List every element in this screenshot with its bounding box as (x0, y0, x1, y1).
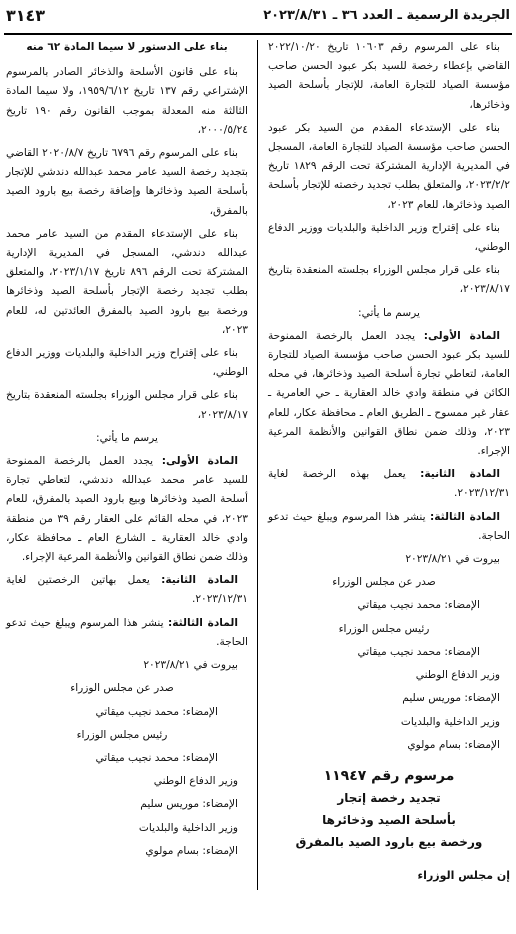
left-column (6, 38, 248, 865)
recital: بناء على الإستدعاء المقدم من السيد بكر عبود الحسن صاحب مؤسسة الصياد للتجارة العامة، المسجل في المديرية الإدارية المشتركة تحت الرقم ١٨٢٩ تاريخ ٢٠٢٣/٢/٢، والمتعلق بطلب تجديد رخصته للإتجار بأسلحة الصيد وذخائرها، للعام ٢٠٢٣، (268, 121, 510, 211)
date-line: بيروت في ٢٠٢٣/٨/٢١ (405, 553, 500, 566)
right-column (268, 38, 510, 887)
recital: بناء على قانون الأسلحة والذخائر الصادر بالمرسوم الإشتراعي رقم ١٣٧ تاريخ ١٩٥٩/٦/١٢، ولا سيما المادة الثالثة منه المعدلة بموجب القانون رقم ١٩٠ تاريخ ٢٠٠٠/٥/٢٤، (6, 66, 248, 136)
signature-line: الإمضاء: بسام مولوي (145, 844, 238, 857)
signature-line: صدر عن مجلس الوزراء (70, 682, 174, 695)
article-label: المادة الأولى: (161, 455, 238, 468)
date-line: بيروت في ٢٠٢٣/٨/٢١ (143, 659, 238, 672)
article (6, 614, 248, 652)
article-text: يعمل بهاتين الرخصتين لغاية ٢٠٢٣/١٢/٣١. (6, 574, 248, 606)
recital: بناء على المرسوم رقم ٦٧٩٦ تاريخ ٢٠٢٠/٨/٧ القاضي بتجديد رخصة السيد عامر محمد عبدالله دندشي للإتجار بأسلحة الصيد وذخائرها وإضافة رخصة بيع بارود الصيد بالمفرق، (6, 147, 248, 217)
article (6, 452, 248, 567)
signature-line: رئيس مجلس الوزراء (76, 728, 168, 741)
decree-title-line: ورخصة بيع بارود الصيد بالمفرق (295, 834, 483, 849)
recital: بناء على المرسوم رقم ١٠٦٠٣ تاريخ ٢٠٢٢/١٠/٢٠ القاضي بإعطاء رخصة للسيد بكر عبود الحسن صاحب مؤسسة الصياد للتجارة العامة، للإتجار بأسلحة الصيد وذخائرها، (268, 41, 510, 111)
article-label: المادة الأولى: (423, 329, 500, 342)
article-text: يعمل بهذه الرخصة لغاية ٢٠٢٣/١٢/٣١. (268, 468, 510, 500)
article-text: ينشر هذا المرسوم ويبلغ حيث تدعو الحاجة. (268, 510, 510, 542)
article-label: المادة الثانية: (420, 468, 500, 481)
decree-number: مرسوم رقم ١١٩٤٧ (323, 767, 455, 784)
signature-line: الإمضاء: محمد نجيب ميقاتي (357, 599, 480, 612)
gazette-title: الجريدة الرسمية ـ العدد ٣٦ ـ ٢٠٢٣/٨/٣١ (263, 8, 510, 23)
article-label: المادة الثالثة: (430, 510, 500, 523)
decree-title-line: بأسلحة الصيد وذخائرها (322, 812, 456, 827)
header-rule (4, 33, 512, 35)
article-label: المادة الثانية: (161, 574, 238, 587)
article-text: ينشر هذا المرسوم ويبلغ حيث تدعو الحاجة. (6, 616, 248, 648)
article-label: المادة الثالثة: (168, 616, 238, 629)
recital: بناء على إقتراح وزير الداخلية والبلديات ووزير الدفاع الوطني، (6, 347, 248, 379)
recital: بناء على الإستدعاء المقدم من السيد عامر محمد عبدالله دندشي، المسجل في المديرية الإدارية المشتركة تحت الرقم ٨٩٦ تاريخ ٢٠٢٣/١/١٧، والمتعلق بطلب تجديد رخصة الإتجار بأسلحة الصيد وذخائرها ورخصة بيع بارود الصيد بالمفرق العائدتين له، للعام ٢٠٢٣، (6, 227, 248, 336)
signature-line: وزير الداخلية والبلديات (400, 715, 500, 728)
article (268, 465, 510, 503)
signature-line: وزير الدفاع الوطني (415, 669, 500, 682)
decree-from: إن مجلس الوزراء (417, 868, 510, 882)
signature-line: الإمضاء: محمد نجيب ميقاتي (95, 751, 218, 764)
page-header (0, 0, 516, 34)
article (268, 327, 510, 461)
column-divider (257, 40, 258, 890)
signature-line: الإمضاء: موريس سليم (140, 798, 238, 811)
recital: بناء على إقتراح وزير الداخلية والبلديات ووزير الدفاع الوطني، (268, 221, 510, 254)
next-decree-heading (268, 765, 510, 887)
signature-line: الإمضاء: محمد نجيب ميقاتي (357, 645, 480, 658)
decree-intro: يرسم ما يأتي: (96, 431, 158, 444)
decree-title-line: تجديد رخصة إتجار (337, 790, 441, 805)
article (268, 508, 510, 546)
column-heading: بناء على الدستور لا سيما المادة ٦٢ منه (26, 41, 228, 53)
signature-line: صدر عن مجلس الوزراء (332, 576, 436, 589)
article (6, 571, 248, 609)
signature-line: رئيس مجلس الوزراء (338, 622, 430, 635)
signature-line: الإمضاء: محمد نجيب ميقاتي (95, 705, 218, 718)
signature-line: وزير الداخلية والبلديات (138, 821, 238, 834)
signature-line: وزير الدفاع الوطني (153, 775, 238, 788)
page-number: ٣١٤٣ (6, 6, 46, 25)
article-text: يجدد العمل بالرخصة الممنوحة للسيد بكر عبود الحسن صاحب مؤسسة الصياد للتجارة العامة، لتعاطي تجارة أسلحة الصيد وذخائرها، في محله الكائن في منطقة وادي خالد العقارية ـ حي العامرية ـ عقار غير ممسوح ـ الطريق العام ـ محافظة عكار، للعام ٢٠٢٣، وذلك ضمن نطاق القوانين والأنظمة المرعية الإجراء. (268, 329, 510, 458)
signature-line: الإمضاء: موريس سليم (402, 692, 500, 705)
recital: بناء على قرار مجلس الوزراء بجلسته المنعقدة بتاريخ ٢٠٢٣/٨/١٧، (268, 264, 510, 296)
decree-intro: يرسم ما يأتي: (358, 306, 420, 319)
signature-line: الإمضاء: بسام مولوي (407, 738, 500, 751)
recital: بناء على قرار مجلس الوزراء بجلسته المنعقدة بتاريخ ٢٠٢٣/٨/١٧، (6, 389, 248, 421)
article-text: يجدد العمل بالرخصة الممنوحة للسيد عامر محمد عبدالله دندشي، لتعاطي تجارة أسلحة الصيد وذخائرها وبيع بارود الصيد بالمفرق، للعام ٢٠٢٣، في محله القائم على العقار رقم ٣٩ من منطقة وادي خالد العقارية ـ الشارع العام ـ محافظة عكار، وذلك ضمن نطاق القوانين والأنظمة المرعية الإجراء. (6, 455, 248, 564)
